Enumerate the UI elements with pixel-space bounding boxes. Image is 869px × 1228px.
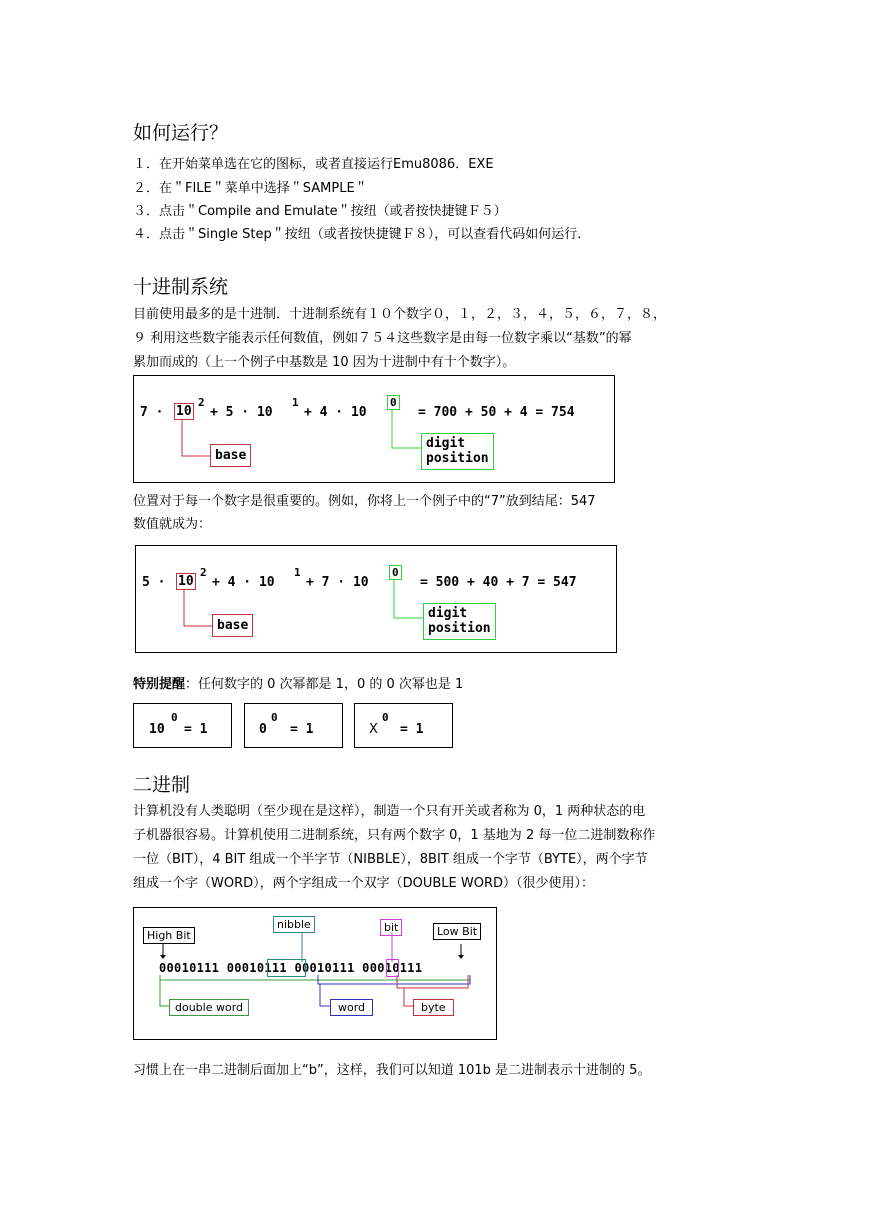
high-bit-label: High Bit [143,927,195,944]
low-bit-label: Low Bit [433,923,481,940]
fig1-exp-2: 2 [198,396,205,409]
binary-para-line: 子机器很容易。计算机使用二进制系统，只有两个数字 0，1 基地为 2 每一位二进制数称作 [133,828,656,843]
bit-highlight [386,959,399,977]
decimal-para-line: 累加而成的（上一个例子中基数是 10 因为十进制中有十个数字）。 [133,355,516,370]
fig1-term-3: + 4 · 10 [304,405,367,420]
heading-binary: 二进制 [133,774,191,796]
nibble-label: nibble [273,916,315,933]
fig1-base-label: base [210,444,251,467]
power-box-10: 10 0 = 1 [133,703,232,748]
byte-label: byte [413,999,454,1016]
fig2-term-3: + 7 · 10 [306,575,369,590]
figure-754-expansion [133,375,615,483]
binary-paragraph [133,800,743,896]
step-3: ３．点击＂Compile and Emulate＂按纽（或者按快捷键Ｆ５） [133,204,507,219]
fig2-base-label: base [212,614,253,637]
fig2-exp-2: 2 [200,566,207,579]
fig2-result: = 500 + 40 + 7 = 547 [420,575,577,590]
heading-decimal-system: 十进制系统 [133,276,229,298]
binary-bits: 00010111 00010111 00010111 00010111 [159,961,423,975]
middle-line-2: 数值就成为： [133,517,212,532]
word-label: word [330,999,373,1016]
bit-label: bit [380,919,402,936]
nibble-highlight [267,959,306,977]
power-box-x: X 0 = 1 [354,703,453,748]
special-note-text: ：任何数字的 0 次幂都是 1，0 的 0 次幂也是 1 [185,677,464,692]
fig1-connectors [134,376,616,484]
step-2: ２．在＂FILE＂菜单中选择＂SAMPLE＂ [133,181,368,196]
special-note [133,673,463,692]
middle-line-1: 位置对于每一个数字是很重要的。例如，你将上一个例子中的“7”放到结尾：547 [133,494,596,509]
fig2-term-2: + 4 · 10 [212,575,275,590]
binary-para-line: 组成一个字（WORD），两个字组成一个双字（DOUBLE WORD）（很少使用）： [133,876,595,891]
fig2-term-1: 5 · [142,575,166,590]
binary-para-line: 计算机没有人类聪明（至少现在是这样），制造一个只有开关或者称为 0，1 两种状态的电 [133,804,646,819]
fig1-exp-1: 1 [292,396,299,409]
special-note-label: 特别提醒 [133,677,186,692]
step-4: ４．点击＂Single Step＂按纽（或者按快捷键Ｆ８），可以查看代码如何运行． [133,227,591,242]
fig2-digit-position-label: digit position [423,603,496,640]
fig2-exp-0-highlight: 0 [389,565,402,580]
decimal-paragraph [133,303,743,375]
fig1-result: = 700 + 50 + 4 = 754 [418,405,575,420]
fig1-term-2: + 5 · 10 [210,405,273,420]
fig1-exp-0-highlight: 0 [387,395,400,410]
fig1-term-1: 7 · [140,405,164,420]
decimal-para-line: 目前使用最多的是十进制．十进制系统有１０个数字０，１，２，３，４，５，６，７，８， [133,307,667,322]
binary-diagram [133,907,497,1040]
fig2-exp-1: 1 [294,566,301,579]
power-box-0: 0 0 = 1 [244,703,343,748]
fig2-connectors [136,546,618,654]
fig1-digit-position-label: digit position [421,433,494,470]
step-1: １．在开始菜单选在它的图标，或者直接运行Emu8086．EXE [133,157,494,172]
fig2-base-highlight: 10 [178,574,194,589]
fig1-base-highlight: 10 [176,404,192,419]
decimal-para-line: ９ 利用这些数字能表示任何数值，例如７５４这些数字是由每一位数字乘以“基数”的幂 [133,331,632,346]
binary-para-line: 一位（BIT），4 BIT 组成一个半字节（NIBBLE），8BIT 组成一个字节（BYTE），两个字节 [133,852,648,867]
double-word-label: double word [169,999,249,1016]
binary-footer: 习惯上在一串二进制后面加上“b”，这样，我们可以知道 101b 是二进制表示十进制的 5。 [133,1063,651,1078]
figure-547-expansion [135,545,617,653]
heading-how-to-run: 如何运行？ [133,122,229,144]
